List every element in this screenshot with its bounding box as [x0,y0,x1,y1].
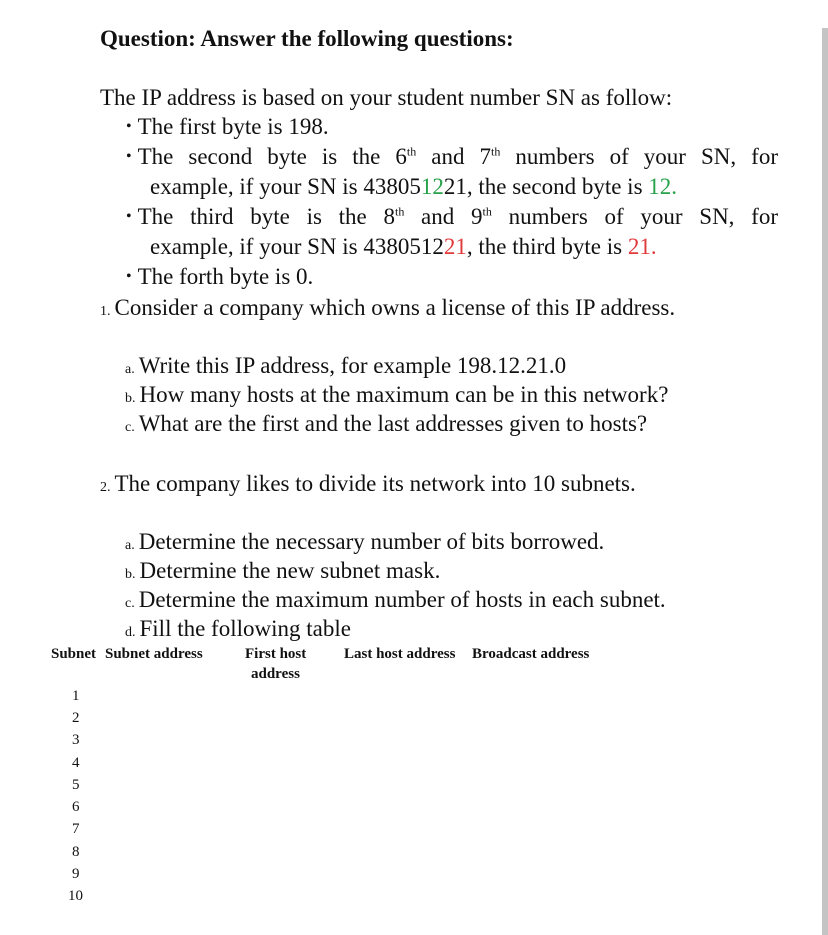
table-header-first-host: First host [245,646,307,662]
q2-item-c: c. Determine the maximum number of hosts in each subnet. [125,587,666,612]
bullet-first-byte: • The first byte is 198. [126,114,329,139]
table-header-broadcast: Broadcast address [472,646,590,662]
table-row: 5 [72,777,80,793]
table-header-last-host: Last host address [344,646,456,662]
table-row: 2 [72,710,80,726]
bullet-third-byte-example: example, if your SN is 438051221, the third byte is 21. [150,234,657,259]
q2-item-b: b. Determine the new subnet mask. [125,558,441,583]
bullet-icon: • [126,208,132,225]
question-2: 2. The company likes to divide its network into 10 subnets. [100,471,636,496]
bullet-icon: • [126,148,132,165]
table-row: 1 [72,688,80,704]
q1-item-a: a. Write this IP address, for example 198.12.21.0 [125,353,567,378]
q1-item-c: c. What are the first and the last addresses given to hosts? [125,411,648,436]
table-header-first-host-2: address [251,666,300,682]
bullet-icon: • [126,268,132,285]
table-row: 10 [68,888,83,904]
table-header-subnet-address: Subnet address [105,646,203,662]
table-row: 3 [72,732,80,748]
q2-item-d: d. Fill the following table [125,616,351,641]
bullet-icon: • [126,118,132,135]
table-row: 9 [72,866,80,882]
intro-text: The IP address is based on your student number SN as follow: [100,85,673,110]
bullet-second-byte-example: example, if your SN is 438051221, the second byte is 12. [150,174,678,199]
bullet-second-byte: • The second byte is the 6th and 7th numbers of your SN, for [126,144,778,169]
bullet-third-byte: • The third byte is the 8th and 9th numbers of your SN, for [126,204,778,229]
question-1: 1. Consider a company which owns a license of this IP address. [100,295,676,320]
table-header-subnet: Subnet [51,646,97,662]
q2-item-a: a. Determine the necessary number of bits borrowed. [125,529,605,554]
table-row: 7 [72,821,80,837]
page-title: Question: Answer the following questions: [100,26,514,51]
table-row: 6 [72,799,80,815]
bullet-fourth-byte: • The forth byte is 0. [126,264,314,289]
vertical-scrollbar[interactable] [822,28,828,935]
table-row: 4 [72,755,80,771]
table-row: 8 [72,844,80,860]
q1-item-b: b. How many hosts at the maximum can be in this network? [125,382,669,407]
